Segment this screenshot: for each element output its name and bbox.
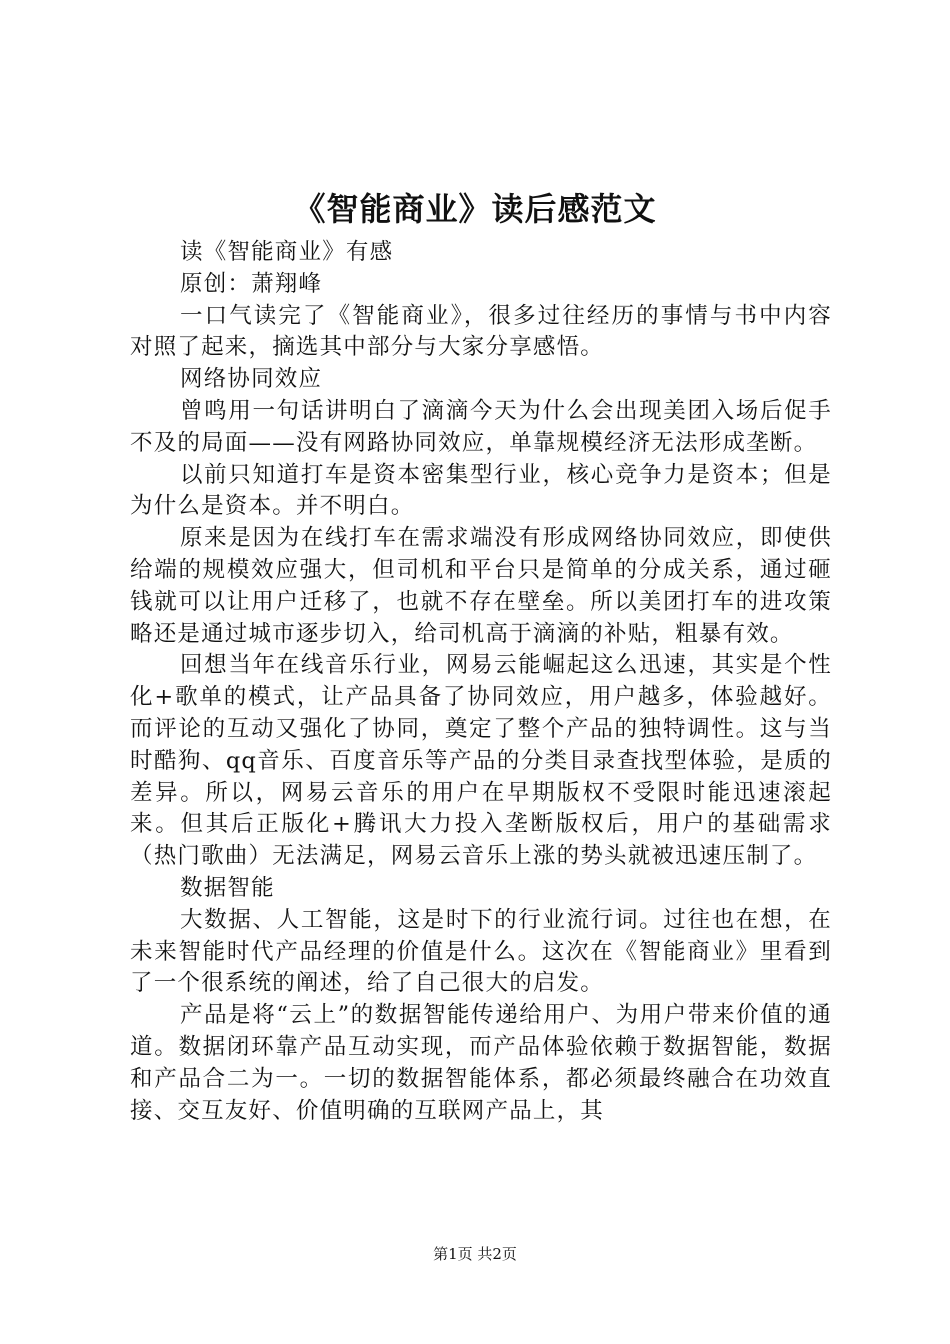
paragraph: 以前只知道打车是资本密集型行业，核心竞争力是资本；但是为什么是资本。并不明白。 (130, 461, 832, 520)
paragraph: 产品是将“云上”的数据智能传递给用户、为用户带来价值的通道。数据闭环靠产品互动实现，而产品体验依赖于数据智能，数据和产品合二为一。一切的数据智能体系，都必须最终融合在功效直接、交互友好、价值明确的互联网产品上，其 (130, 1002, 832, 1124)
document-body (130, 237, 832, 1127)
section-heading-data-intelligence: 数据智能 (180, 874, 275, 901)
paragraph: 原来是因为在线打车在需求端没有形成网络协同效应，即使供给端的规模效应强大，但司机和平台只是简单的分成关系，通过砸钱就可以让用户迁移了，也就不存在壁垒。所以美团打车的进攻策略还是通过城市逐步切入，给司机高于滴滴的补贴，粗暴有效。 (130, 525, 832, 647)
paragraph: 大数据、人工智能，这是时下的行业流行词。过往也在想，在未来智能时代产品经理的价值是什么。这次在《智能商业》里看到了一个很系统的阐述，给了自己很大的启发。 (130, 906, 832, 997)
paragraph: 回想当年在线音乐行业，网易云能崛起这么迅速，其实是个性化+歌单的模式，让产品具备了协同效应，用户越多，体验越好。而评论的互动又强化了协同，奠定了整个产品的独特调性。这与当时酷狗、qq音乐、百度音乐等产品的分类目录查找型体验，是质的差异。所以，网易云音乐的用户在早期版权不受限时能迅速滚起来。但其后正版化+腾讯大力投入垄断版权后，用户的基础需求（热门歌曲）无法满足，网易云音乐上涨的势头就被迅速压制了。 (130, 652, 832, 870)
page-number-footer: 第1页 共2页 (433, 1245, 517, 1263)
paragraph-subtitle: 读《智能商业》有感 (180, 239, 394, 265)
paragraph-author: 原创：萧翔峰 (180, 270, 323, 297)
paragraph-intro: 一口气读完了《智能商业》，很多过往经历的事情与书中内容对照了起来，摘选其中部分与大家分享感悟。 (130, 302, 832, 361)
paragraph: 曾鸣用一句话讲明白了滴滴今天为什么会出现美团入场后促手不及的局面——没有网路协同效应，单靠规模经济无法形成垄断。 (130, 397, 832, 456)
section-heading-network-effect: 网络协同效应 (180, 366, 323, 393)
document-title: 《智能商业》读后感范文 (293, 190, 657, 228)
